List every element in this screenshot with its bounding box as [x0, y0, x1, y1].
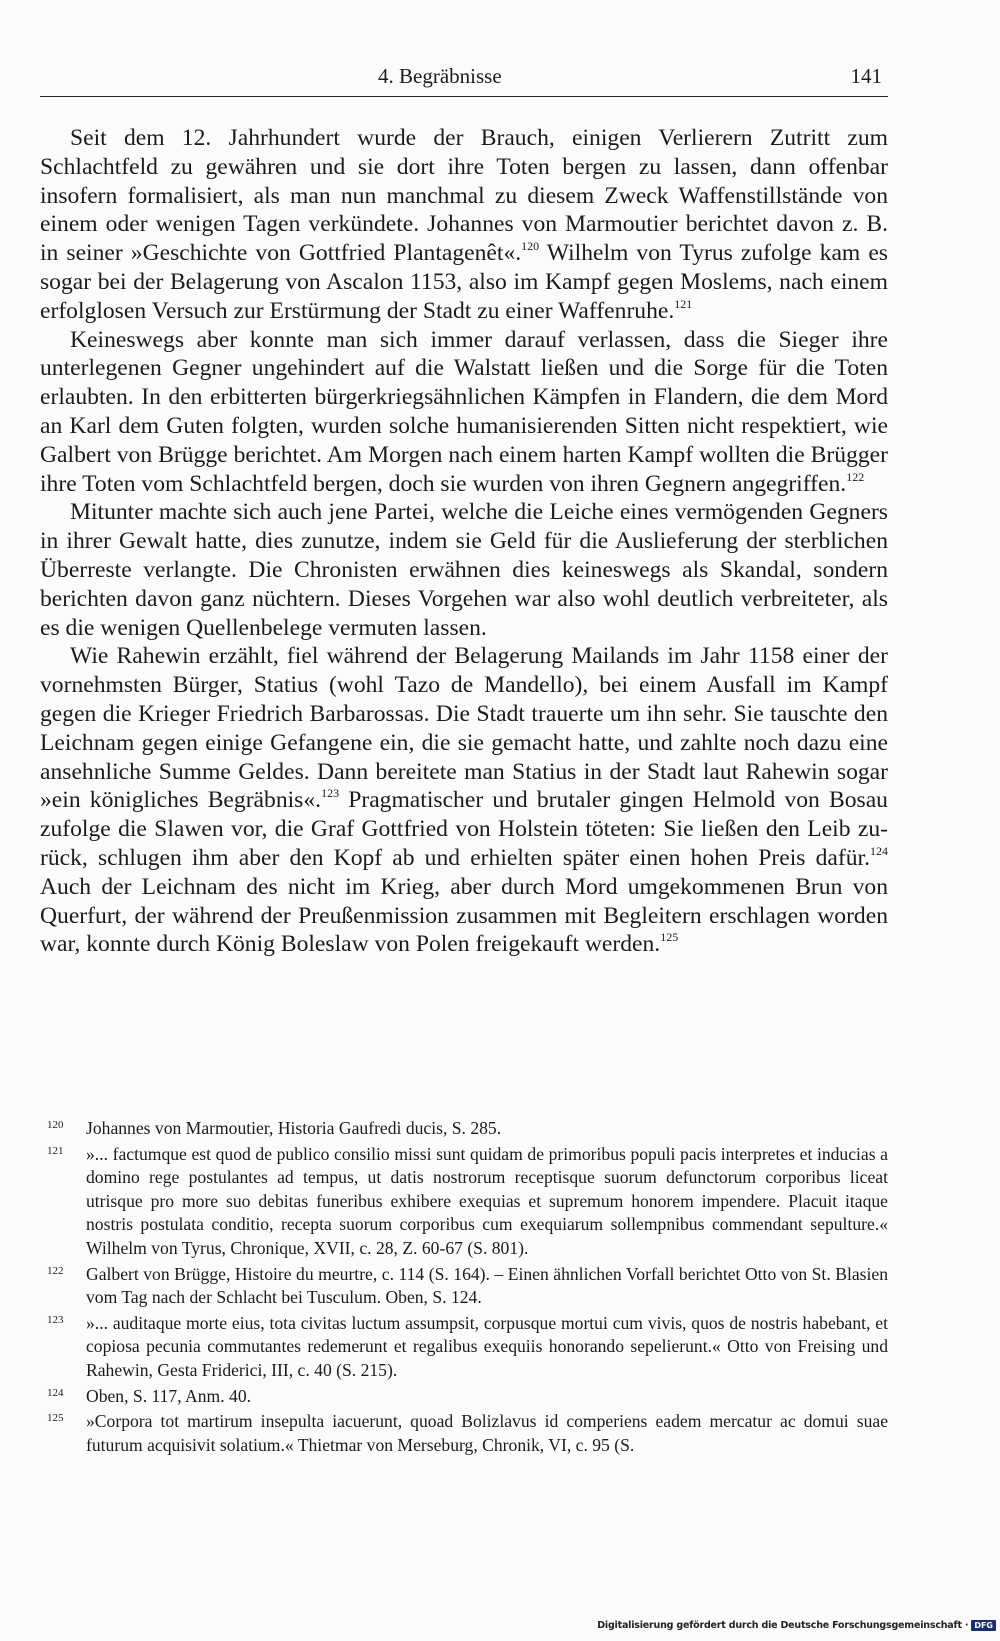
paragraph [40, 124, 888, 326]
footnote-number: 124 [47, 1386, 64, 1399]
footnote-ref[interactable]: 122 [846, 469, 865, 484]
footnote-ref[interactable]: 124 [870, 844, 888, 859]
chapter-title: 4. Begräbnisse [378, 64, 502, 88]
footnote-number: 125 [47, 1412, 64, 1425]
footnote-ref[interactable]: 125 [660, 930, 679, 945]
paragraph-text: Wie Rahewin erzählt, fiel während der Belagerung Mailands im Jahr 1158 einer der vornehmsten Bürger, Statius (wohl Tazo de Mandello), bei einem Ausfall im Kampf gegen die Krieger Friedrich Barbarossas. Die Stadt trauerte um ihn sehr. Sie tauschte den Leichnam gegen einige Gefangene ein, die sie gemacht hatte, und zahlte noch dazu eine ansehnliche Summe Geldes. Dann bereitete man Statius in der Stadt laut Rahewin sogar »ein königliches Begräbnis«. [40, 643, 888, 814]
footnote-ref[interactable]: 120 [521, 239, 540, 254]
page-number: 141 [850, 64, 882, 88]
footnote-number: 121 [47, 1144, 64, 1157]
footnote-number: 122 [47, 1264, 64, 1277]
footnotes [40, 1117, 888, 1459]
footnote [40, 1312, 888, 1383]
paragraph [40, 642, 888, 959]
footnote [40, 1410, 888, 1457]
credit-text: Digitalisierung gefördert durch die Deutsche Forschungsgemeinschaft · [597, 1620, 969, 1631]
main-text [40, 124, 888, 959]
paragraph [40, 498, 888, 642]
paragraph-text: Auch der Leichnam des nicht im Krieg, aber durch Mord umgekommenen Brun von Querfurt, der während der Preußenmission zusammen mit Begleitern erschlagen worden war, konnte durch König Boleslaw von Polen freigekauft werden. [40, 873, 888, 958]
dfg-logo: DFG [971, 1620, 996, 1631]
footnote [40, 1385, 888, 1409]
footnote-number: 123 [47, 1313, 64, 1326]
paragraph-text: Seit dem 12. Jahrhundert wurde der Brauch, einigen Verlierern Zutritt zum Schlachtfeld zu gewähren und sie dort ihre Toten bergen zu lassen, dann offenbar insofern formalisiert, als man nun manchmal zu diesem Zweck Waffenstillstände von einem oder wenigen Tagen verkündete. Johannes von Marmoutier berichtet davon z. B. in seiner »Geschichte von Gottfried Plantagenêt«. [40, 125, 888, 267]
digitization-credit [597, 1620, 996, 1631]
footnote [40, 1117, 888, 1141]
paragraph-text: Mitunter machte sich auch jene Partei, welche die Leiche eines vermögenden Gegners in ihrer Gewalt hatte, dies zunutze, indem sie Geld für die Auslieferung der sterblichen Überreste verlangte. Die Chronisten erwähnen dies keineswegs als Skandal, sondern berichten davon ganz nüchtern. Dieses Vorgehen war also wohl deutlich verbreiteter, als es die wenigen Quellenbelege vermuten lassen. [40, 499, 888, 641]
footnote-text: »... factumque est quod de publico consilio missi sunt quidam de primoribus populi pacis interpretes et inducias a domino rege postulantes ad tempus, ut datis nostrorum receptisque suorum defunctorum corporibus liceat utrisque pro more suo debitas funeribus exhibere exequias et supremum honorem impendere. Placuit itaque nostris postulata conditio, recepta suorum corporibus cum exequiarum sollempnibus commendant sepulture.« Wilhelm von Tyrus, Chronique, XVII, c. 28, Z. 60-67 (S. 801). [86, 1143, 888, 1258]
footnote-text: Johannes von Marmoutier, Historia Gaufredi ducis, S. 285. [86, 1118, 502, 1138]
footnote-ref[interactable]: 123 [321, 786, 340, 801]
footnote [40, 1143, 888, 1261]
paragraph-text: Wilhelm von Tyrus zufolge kam es sogar bei der Belagerung von Ascalon 1153, also im Kampf gegen Moslems, nach einem erfolglosen Versuch zur Erstürmung der Stadt zu einer Waffenruhe. [40, 240, 888, 324]
paragraph [40, 326, 888, 499]
footnote [40, 1263, 888, 1310]
running-header [40, 62, 888, 97]
footnote-text: Galbert von Brügge, Histoire du meurtre, c. 114 (S. 164). – Einen ähnlichen Vorfall berichtet Otto von St. Blasien vom Tag nach der Schlacht bei Tusculum. Oben, S. 124. [86, 1263, 888, 1308]
footnote-ref[interactable]: 121 [674, 296, 693, 311]
paragraph-text: Keineswegs aber konnte man sich immer darauf verlassen, dass die Sieger ihre unterlegenen Gegner ungehindert auf die Walstatt ließen und die Sorge für die Toten erlaubten. In den erbitterten bürgerkriegsähnlichen Kämpfen in Flandern, die dem Mord an Karl dem Guten folgten, wurden solche humanisierenden Sitten nicht respektiert, wie Galbert von Brügge berichtet. Am Morgen nach einem harten Kampf wollten die Brügger ihre Toten vom Schlachtfeld bergen, doch sie wurden von ihren Gegnern angegriffen. [40, 326, 888, 497]
paragraph-text: Pragmatischer und brutaler gingen Helmold von Bosau zufolge die Slawen vor, die Graf Gottfried von Holstein töteten: Sie ließen den Leib zurück, schlugen ihm aber den Kopf ab und erhielten später einen hohen Preis dafür. [40, 787, 888, 871]
footnote-number: 120 [47, 1119, 64, 1131]
footnote-text: »... auditaque morte eius, tota civitas luctum assumpsit, corpusque mortui cum vivis, quos de nostris habebant, et copiosa pecunia commutantes redemerunt et regalibus exequiis honorando sepelierunt.« Otto von Freising und Rahewin, Gesta Friderici, III, c. 40 (S. 215). [86, 1312, 888, 1380]
footnote-text: »Corpora tot martirum insepulta iacuerunt, quoad Bolizlavus id comperiens eadem mercatur ac domui suae futurum acquisivit solatium.« Thietmar von Merseburg, Chronik, VI, c. 95 (S. [86, 1411, 888, 1455]
footnote-text: Oben, S. 117, Anm. 40. [86, 1385, 252, 1406]
